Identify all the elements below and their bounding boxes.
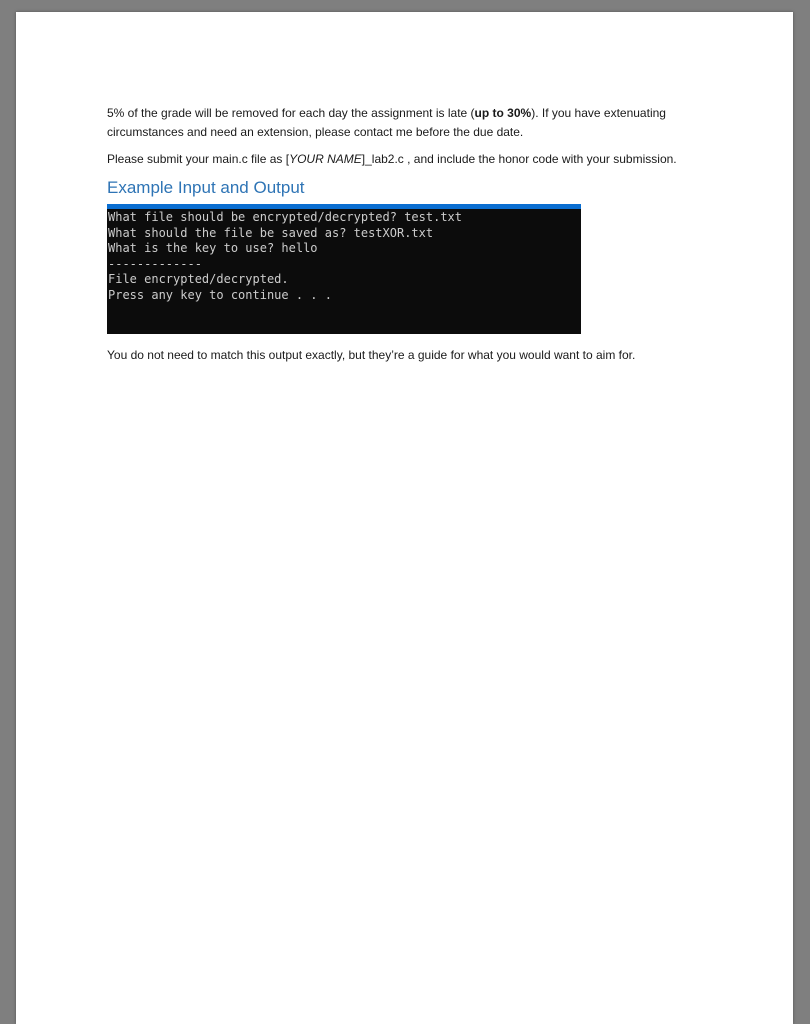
late-policy-paragraph: [107, 104, 717, 142]
document-page: [16, 12, 793, 1024]
submit-paragraph: [107, 150, 717, 169]
submit-text-end: ]_lab2.c , and include the honor code with your submission.: [361, 152, 677, 166]
console-line: What file should be encrypted/decrypted? test.txt: [108, 210, 463, 224]
console-line: What is the key to use? hello: [108, 241, 318, 256]
late-policy-bold: up to 30%: [474, 106, 532, 120]
console-line: File encrypted/decrypted.: [108, 272, 289, 287]
late-policy-text-start: 5% of the grade will be removed for each day the assignment is late (: [107, 106, 475, 120]
console-line: What should the file be saved as? testXOR.txt: [108, 225, 434, 240]
section-heading: Example Input and Output: [107, 178, 305, 197]
note-paragraph: You do not need to match this output exactly, but they’re a guide for what you would want to aim for.: [107, 348, 636, 362]
console-line: Press any key to continue . . .: [108, 287, 332, 302]
late-policy-text-end: ). If you have extenuating circumstances and need an extension, please contact me before the due date.: [107, 106, 666, 139]
submit-text-start: Please submit your main.c file as [: [107, 152, 290, 166]
console-screenshot: [107, 204, 581, 334]
console-line: -------------: [108, 256, 202, 271]
page-content: [107, 104, 717, 365]
submit-italic: YOUR NAME: [289, 152, 362, 166]
